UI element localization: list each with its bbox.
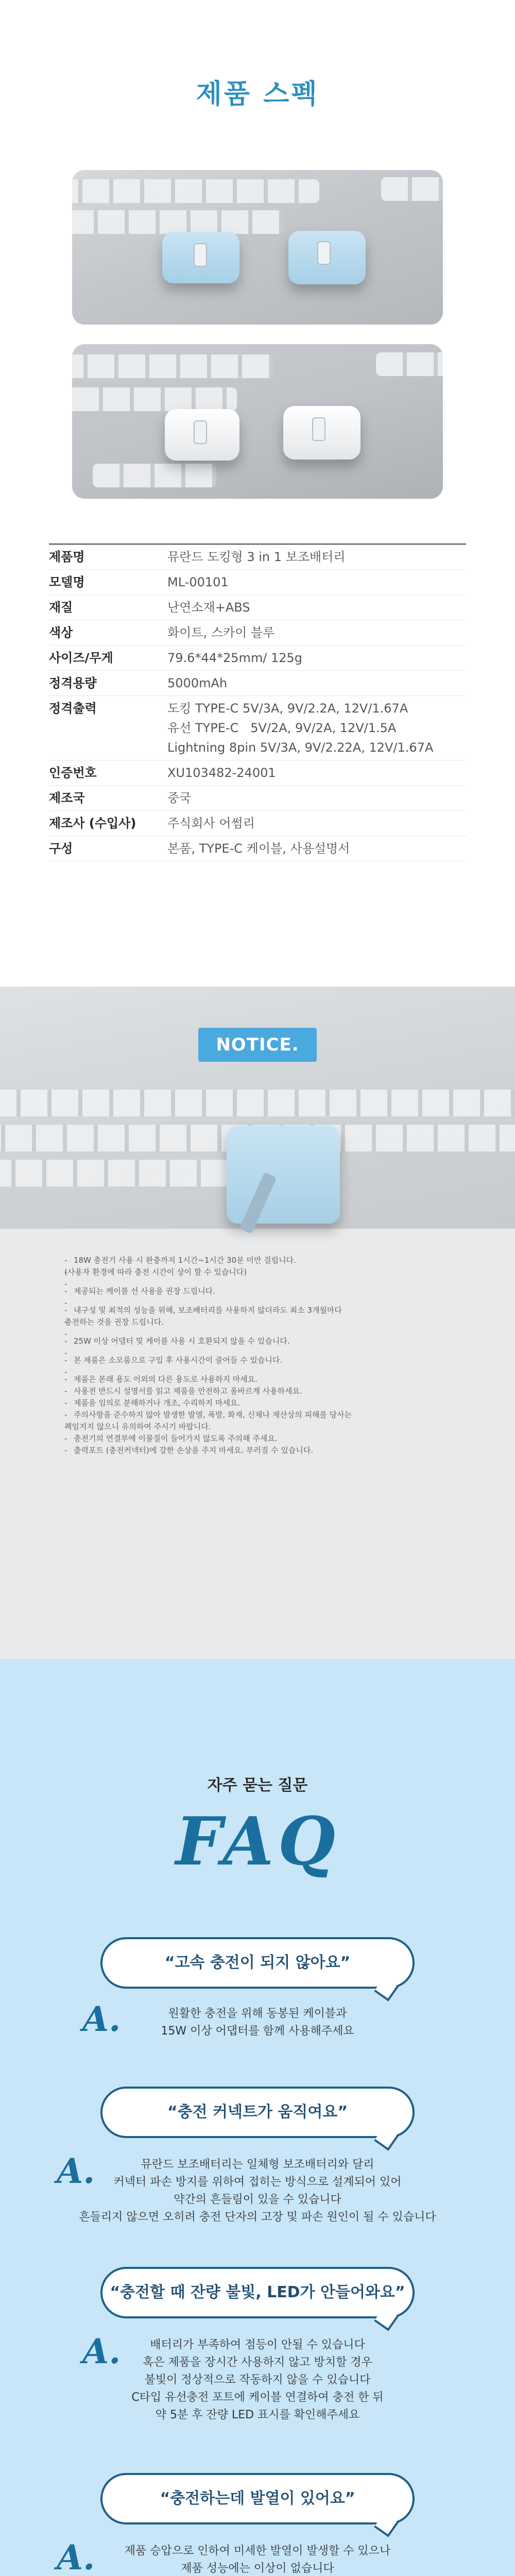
spec-label: 제조사 (수입사) xyxy=(49,816,136,831)
spec-row xyxy=(49,836,466,861)
spec-value: 중국 xyxy=(167,791,192,805)
faq-answer: 뮤란드 보조배터리는 일체형 보조배터리와 달리 커넥터 파손 방지를 위하여 접히는 방식으로 설계되어 있어 약간의 흔들림이 있을 수 있습니다 흔들리지 않으면 오히려 충전 단자의 고장 및 파손 원인이 될 수 있습니다 xyxy=(79,2158,436,2224)
spec-value: 난연소재+ABS xyxy=(167,600,250,615)
faq-question: “충전하는데 발열이 있어요” xyxy=(100,2473,415,2524)
spec-row xyxy=(49,646,466,671)
faq-answer: 원활한 충전을 위해 동봉된 케이블과 15W 이상 어댑터를 함께 사용해주세요 xyxy=(161,2007,354,2038)
faq-section xyxy=(0,1659,515,2576)
spec-row xyxy=(49,570,466,595)
spec-label: 색상 xyxy=(49,625,73,640)
product-photo-blue xyxy=(72,170,443,325)
keyboard-keys xyxy=(72,387,237,411)
bubble-tail xyxy=(374,2513,398,2537)
notice-item: - (사용자 환경에 따라 충전 시간이 상이 할 수 있습니다) xyxy=(64,1266,456,1278)
notice-badge: NOTICE. xyxy=(198,1028,317,1062)
notice-item: - 18W 충전기 사용 시 완충까지 1시간~1시간 30분 미만 걸립니다. xyxy=(64,1255,456,1266)
faq-subtitle: 자주 묻는 질문 xyxy=(207,1776,308,1794)
answer-mark: A. xyxy=(57,2537,95,2576)
spec-value: 본품, TYPE-C 케이블, 사용설명서 xyxy=(167,841,350,856)
faq-question: “고속 충전이 되지 않아요” xyxy=(100,1937,415,1989)
spec-row xyxy=(49,760,466,786)
keyboard-keys xyxy=(381,177,443,201)
notice-item: - 출력포트 (충전커넥터)에 강한 손상을 주지 마세요. 부러질 수 있습니다. xyxy=(64,1445,456,1456)
spec-label: 인증번호 xyxy=(49,766,97,780)
spec-row xyxy=(49,811,466,836)
spec-title: 제품 스펙 xyxy=(196,79,319,110)
bubble-tail xyxy=(374,1977,398,2001)
dock-connector xyxy=(312,417,325,441)
faq-answer: 제품 승압으로 인하여 미세한 발열이 발생할 수 있으나 제품 성능에는 이상이 없습니다 xyxy=(124,2545,391,2575)
dock-connector xyxy=(317,241,331,265)
spec-value: 주식회사 어썸리 xyxy=(167,816,255,831)
faq-question: “충전 커넥트가 움직여요” xyxy=(100,2087,415,2138)
spec-label: 정격출력 xyxy=(49,701,97,716)
spec-label: 제조국 xyxy=(49,791,85,805)
spec-label: 모델명 xyxy=(49,575,85,589)
spec-label: 구성 xyxy=(49,841,73,856)
notice-photo xyxy=(0,987,515,1229)
bubble-tail xyxy=(374,2307,398,2331)
answer-mark: A. xyxy=(57,2151,95,2191)
dock-connector xyxy=(194,243,207,267)
answer-mark: A. xyxy=(82,2331,121,2371)
spec-value: Lightning 8pin 5V/3A, 9V/2.22A, 12V/1.67A xyxy=(167,740,434,755)
notice-item: - 제품을 임의로 분해하거나 개조, 수리하지 마세요. xyxy=(64,1397,456,1409)
notice-item: - 책임지지 않으니 유의하여 주시기 바랍니다. xyxy=(64,1421,456,1433)
keyboard-keys xyxy=(72,179,319,203)
spec-row xyxy=(49,620,466,646)
notice-spacer xyxy=(64,1328,456,1335)
notice-item: - 제공되는 케이블 선 사용을 권장 드립니다. xyxy=(64,1285,456,1297)
notice-item: - 25W 이상 어댑터 및 케이블 사용 시 호환되지 않을 수 있습니다. xyxy=(64,1335,456,1347)
spec-value: ML-00101 xyxy=(167,575,229,589)
product-photo-white xyxy=(72,344,443,499)
keyboard-keys xyxy=(93,464,216,487)
spec-label: 정격용량 xyxy=(49,676,97,690)
spec-row xyxy=(49,786,466,811)
notice-spacer xyxy=(64,1278,456,1285)
spec-row xyxy=(49,671,466,696)
faq-question: “충전할 때 잔량 불빛, LED가 안들어와요” xyxy=(100,2267,415,2318)
keyboard-keys xyxy=(72,210,283,234)
notice-item: - 제품은 본래 용도 이외의 다른 용도로 사용하지 마세요. xyxy=(64,1374,456,1385)
notice-spacer xyxy=(64,1347,456,1354)
spec-value: 79.6*44*25mm/ 125g xyxy=(167,651,303,665)
spec-value: 유선 TYPE-C 5V/2A, 9V/2A, 12V/1.5A xyxy=(167,721,397,735)
spec-value: 뮤란드 도킹형 3 in 1 보조배터리 xyxy=(167,550,346,564)
keyboard-keys xyxy=(0,1090,515,1116)
dock-connector xyxy=(194,420,207,444)
notice-item: - 충전하는 것을 권장 드립니다. xyxy=(64,1316,456,1328)
notice-spacer xyxy=(64,1366,456,1374)
spec-label: 재질 xyxy=(49,600,73,615)
spec-row xyxy=(49,595,466,620)
faq-answer: 배터리가 부족하여 점등이 안될 수 있습니다 혹은 제품을 장시간 사용하지 않고 방치할 경우 불빛이 정상적으로 작동하지 않을 수 있습니다 C타입 유선충전 포트에 케이블 연결하여 충전 한 뒤 약 5분 후 잔량 LED 표시를 확인해주세요 xyxy=(131,2338,384,2421)
notice-list xyxy=(64,1255,456,1456)
spec-label: 사이즈/무게 xyxy=(49,651,113,665)
answer-mark: A. xyxy=(82,1999,121,2039)
spec-value: 도킹 TYPE-C 5V/3A, 9V/2.2A, 12V/1.67A xyxy=(167,701,408,716)
spec-value: XU103482-24001 xyxy=(167,766,276,780)
keyboard-keys xyxy=(376,352,443,376)
faq-title: FAQ xyxy=(175,1803,340,1880)
notice-spacer xyxy=(64,1297,456,1304)
bubble-tail xyxy=(374,2126,398,2150)
keyboard-keys xyxy=(72,354,273,378)
notice-section xyxy=(0,987,515,1659)
spec-value: 화이트, 스카이 블루 xyxy=(167,625,275,640)
spec-row xyxy=(49,696,466,760)
spec-value: 5000mAh xyxy=(167,676,228,690)
battery-device-blue xyxy=(227,1126,340,1224)
spec-row xyxy=(49,545,466,570)
notice-item: - 사용전 반드시 설명서를 읽고 제품을 안전하고 올바르게 사용하세요. xyxy=(64,1385,456,1397)
spec-table xyxy=(49,544,466,861)
notice-item: - 충전기의 연결부에 이물질이 들어가지 않도록 주의해 주세요. xyxy=(64,1433,456,1445)
notice-item: - 내구성 및 최적의 성능을 위해, 보조배터리를 사용하지 않더라도 최소 3개월마다 xyxy=(64,1304,456,1316)
spec-label: 제품명 xyxy=(49,550,85,564)
notice-item: - 주의사항을 준수하지 않아 발생한 발열, 폭발, 화재, 신체나 재산상의 피해를 당사는 xyxy=(64,1409,456,1421)
notice-item: - 본 제품은 소모품으로 구입 후 사용시간이 줄어들 수 있습니다. xyxy=(64,1354,456,1366)
